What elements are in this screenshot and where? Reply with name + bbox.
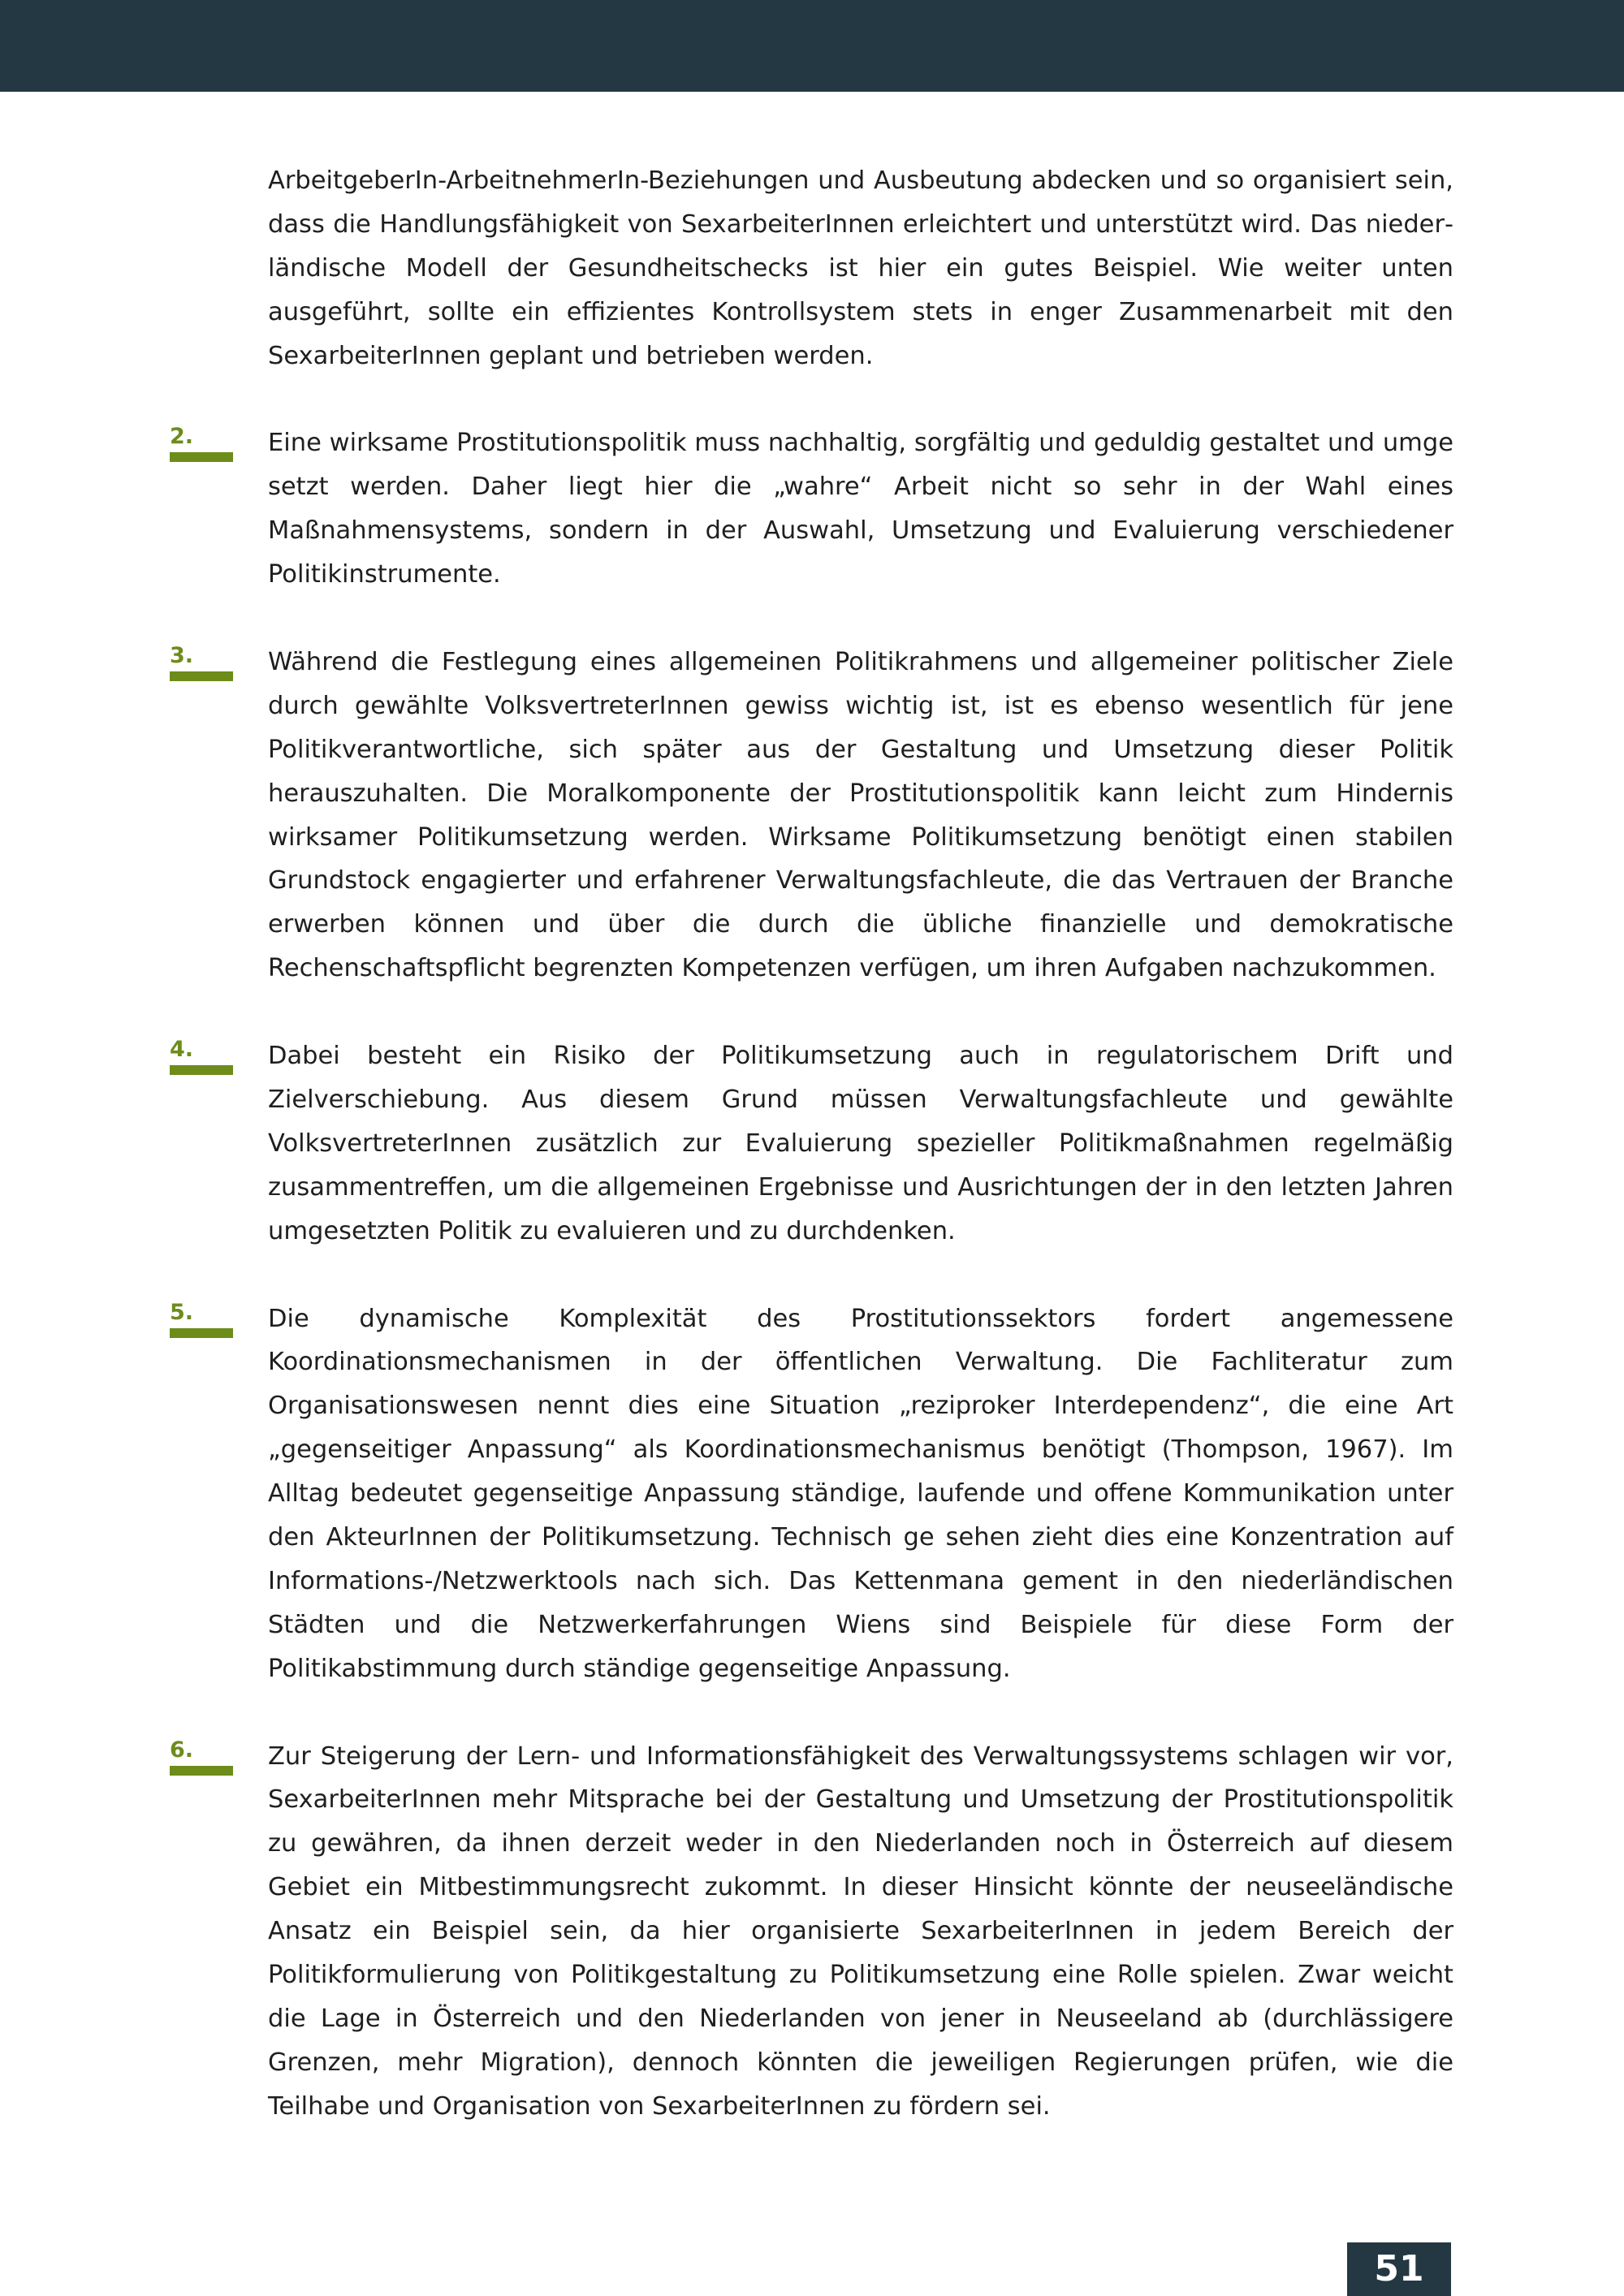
item-number-marker	[170, 1735, 235, 1779]
paragraph-text: Die dynamische Komplexität des Prostitutionssektors fordert angemessene Koordinationsmechanismen in der öffentlichen Verwaltung. Die Fachliteratur zum Organisationswesen nennt dies eine Situation „reziproker Interdependenz“, die eine Art „gegenseitiger Anpassung“ als Koordinationsmechanismus benötigt (Thompson, 1967). Im Alltag bedeutet gegenseitige Anpassung ständige, laufende und offene Kommunikation unter den AkteurInnen der Politikumsetzung. Technisch ge sehen zieht dies eine Konzentration auf Informations-/Netzwerktools nach sich. Das Kettenmana gement in den niederländischen Städten und die Netzwerkerfahrungen Wiens sind Beispiele für diese Form der Politikabstimmung durch ständige gegenseitige Anpassung.	[268, 1304, 1453, 1683]
item-number-marker	[170, 1297, 235, 1341]
header-band	[0, 0, 1624, 92]
paragraph-text: ArbeitgeberIn-ArbeitnehmerIn-Beziehungen und Ausbeutung abdecken und so organisiert sein, dass die Handlungsfähigkeit von SexarbeiterInnen erleichtert und unterstützt wird. Das niederländische Modell der Gesundheitschecks ist hier ein gutes Beispiel. Wie weiter unten ausgeführt, sollte ein effizientes Kontrollsystem stets in enger Zusammenarbeit mit den SexarbeiterInnen geplant und betrieben werden.	[268, 166, 1453, 370]
paragraph-continuation	[268, 159, 1453, 378]
number-underline-bar	[170, 1766, 233, 1776]
item-number: 5.	[170, 1299, 194, 1325]
item-number: 4.	[170, 1037, 194, 1063]
numbered-item-6	[170, 1735, 1453, 2129]
item-number-marker	[170, 1034, 235, 1078]
page-number: 51	[1347, 2242, 1451, 2296]
item-number: 2.	[170, 424, 194, 450]
paragraph-text: Eine wirksame Prostitutionspolitik muss nachhaltig, sorgfältig und geduldig gestaltet und umge setzt werden. Daher liegt hier die „wahre“ Arbeit nicht so sehr in der Wahl eines Maßnahmensystems, sondern in der Auswahl, Umsetzung und Evaluierung verschiedener Politikinstrumente.	[268, 429, 1453, 589]
paragraph-text: Während die Festlegung eines allgemeinen Politikrahmens und allgemeiner politischer Ziele durch gewählte VolksvertreterInnen gewiss wichtig ist, ist es ebenso wesentlich für jene Politikverantwortliche, sich später aus der Gestaltung und Umsetzung dieser Politik herauszuhalten. Die Moralkomponente der Prostitutionspolitik kann leicht zum Hindernis wirksamer Politikumsetzung werden. Wirksame Politikumsetzung benötigt einen stabilen Grundstock engagierter und erfahrener Verwaltungsfachleute, die das Vertrauen der Branche erwerben können und über die durch die übliche finanzielle und demokratische Rechenschaftspflicht begrenzten Kompetenzen verfügen, um ihren Aufgaben nachzukommen.	[268, 647, 1453, 983]
number-underline-bar	[170, 671, 233, 681]
paragraph-text: Zur Steigerung der Lern- und Informationsfähigkeit des Verwaltungssystems schlagen wir vor, SexarbeiterInnen mehr Mitsprache bei der Gestaltung und Umsetzung der Prostitutionspolitik zu gewähren, da ihnen derzeit weder in den Niederlanden noch in Österreich auf diesem Gebiet ein Mitbestimmungsrecht zukommt. In dieser Hinsicht könnte der neuseeländische Ansatz ein Beispiel sein, da hier organisierte SexarbeiterInnen in jedem Bereich der Politikformulierung von Politikgestaltung zu Politikumsetzung eine Rolle spielen. Zwar weicht die Lage in Österreich und den Niederlanden von jener in Neuseeland ab (durchlässigere Grenzen, mehr Migration), dennoch könnten die jeweiligen Regierungen prüfen, wie die Teilhabe und Organisation von SexarbeiterInnen zu fördern sei.	[268, 1741, 1453, 2121]
number-underline-bar	[170, 1065, 233, 1075]
item-number-marker	[170, 421, 235, 465]
number-underline-bar	[170, 1328, 233, 1338]
numbered-item-5	[170, 1297, 1453, 1691]
item-number: 6.	[170, 1737, 194, 1763]
item-number-marker	[170, 641, 235, 684]
number-underline-bar	[170, 452, 233, 462]
numbered-item-3	[170, 641, 1453, 990]
document-body	[170, 159, 1453, 2129]
item-number: 3.	[170, 642, 194, 668]
numbered-item-2	[170, 421, 1453, 597]
paragraph-text: Dabei besteht ein Risiko der Politikumsetzung auch in regulatorischem Drift und Zielverschiebung. Aus diesem Grund müssen Verwaltungsfachleute und gewählte VolksvertreterInnen zusätzlich zur Evaluierung spezieller Politikmaßnahmen regelmäßig zusammentreffen, um die allgemeinen Ergebnisse und Ausrichtungen der in den letzten Jahren umgesetzten Politik zu evaluieren und zu durchdenken.	[268, 1042, 1453, 1245]
numbered-item-4	[170, 1034, 1453, 1254]
